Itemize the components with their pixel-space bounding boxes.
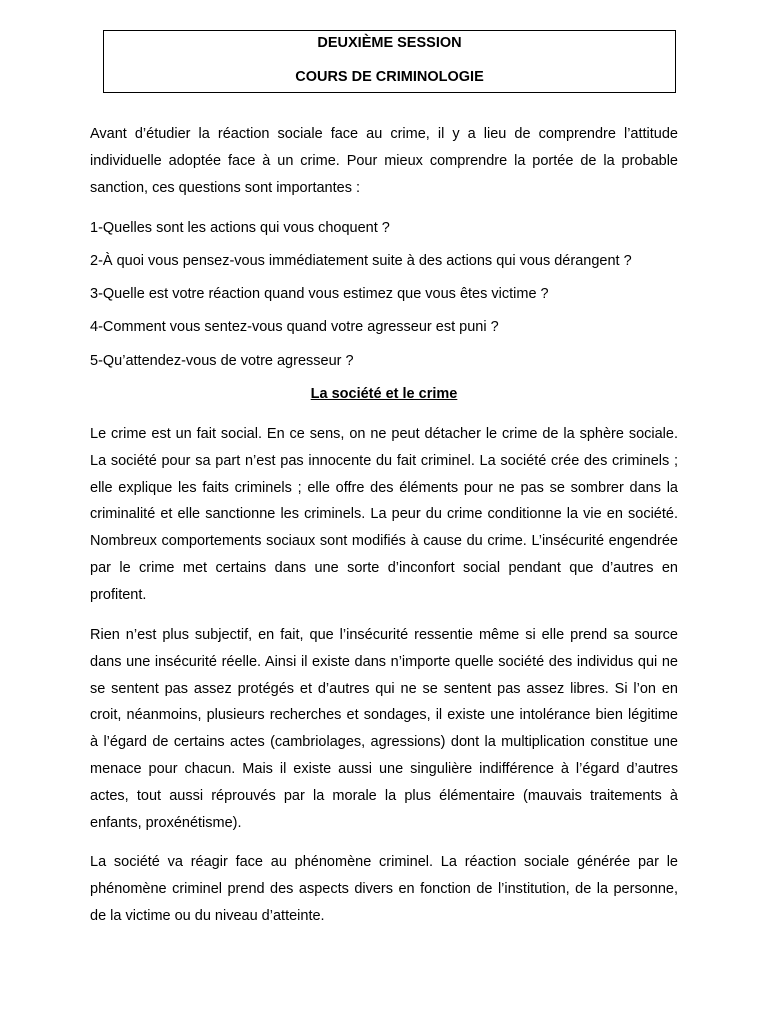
session-title: DEUXIÈME SESSION <box>317 35 462 51</box>
intro-paragraph: Avant d’étudier la réaction sociale face au crime, il y a lieu de comprendre l’attitude individuelle adoptée face à un crime. Pour mieux comprendre la portée de la probable sanction, ces questions sont importantes : <box>90 126 678 196</box>
question-3: 3-Quelle est votre réaction quand vous estimez que vous êtes victime ? <box>90 286 549 302</box>
paragraph-2: Rien n’est plus subjectif, en fait, que l’insécurité ressentie même si elle prend sa source dans une insécurité réelle. Ainsi il existe dans n’importe quelle société des individus qui ne se sentent pas assez protégés et d’autres qui ne se sentent pas assez libres. Si l’on en croit, néanmoins, plusieurs recherches et sondages, il existe une intolérance bien légitime à l’égard de certains actes (cambriolages, agressions) dont la multiplication constitue une menace pour chacun. Mais il existe aussi une singulière indifférence à l’égard d’autres actes, tout aussi réprouvés par la morale la plus élémentaire (mauvais traitements à enfants, proxénétisme). <box>90 627 678 831</box>
question-2: 2-À quoi vous pensez-vous immédiatement suite à des actions qui vous dérangent ? <box>90 253 632 269</box>
course-title: COURS DE CRIMINOLOGIE <box>295 69 484 85</box>
paragraph-3: La société va réagir face au phénomène criminel. La réaction sociale générée par le phénomène criminel prend des aspects divers en fonction de l’institution, de la personne, de la victime ou du niveau d’atteinte. <box>90 854 678 924</box>
title-box <box>103 30 676 93</box>
question-5: 5-Qu’attendez-vous de votre agresseur ? <box>90 353 354 369</box>
paragraph-1: Le crime est un fait social. En ce sens, on ne peut détacher le crime de la sphère sociale. La société pour sa part n’est pas innocente du fait criminel. La société crée des criminels ; elle explique les faits criminels ; elle offre des éléments pour ne pas se sombrer dans la criminalité et elle sanctionne les criminels. La peur du crime conditionne la vie en société. Nombreux comportements sociaux sont modifiés à cause du crime. L’insécurité engendrée par le crime met certains dans une sorte d’inconfort social pendant que d’autres en profitent. <box>90 426 678 603</box>
question-1: 1-Quelles sont les actions qui vous choquent ? <box>90 220 390 236</box>
question-4: 4-Comment vous sentez-vous quand votre agresseur est puni ? <box>90 319 499 335</box>
section-title: La société et le crime <box>310 386 458 402</box>
